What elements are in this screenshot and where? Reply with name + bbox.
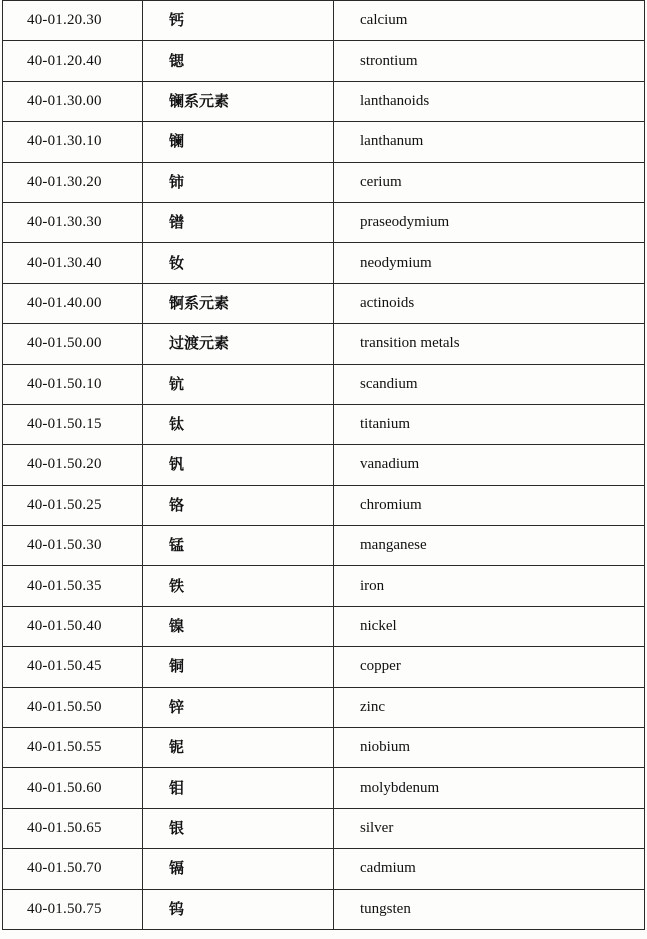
term-english: tungsten	[334, 889, 645, 929]
term-chinese: 镧	[143, 122, 334, 162]
term-code: 40-01.40.00	[3, 283, 143, 323]
term-english: actinoids	[334, 283, 645, 323]
term-chinese: 钙	[143, 1, 334, 41]
term-english: iron	[334, 566, 645, 606]
term-code: 40-01.50.35	[3, 566, 143, 606]
table-row	[3, 445, 645, 485]
term-code: 40-01.50.00	[3, 324, 143, 364]
term-english: neodymium	[334, 243, 645, 283]
table-row	[3, 1, 645, 41]
term-chinese: 钼	[143, 768, 334, 808]
term-code: 40-01.50.30	[3, 526, 143, 566]
table-row	[3, 364, 645, 404]
term-english: scandium	[334, 364, 645, 404]
term-chinese: 铌	[143, 728, 334, 768]
table-row	[3, 41, 645, 81]
term-english: nickel	[334, 606, 645, 646]
term-code: 40-01.50.45	[3, 647, 143, 687]
term-code: 40-01.20.30	[3, 1, 143, 41]
term-chinese: 锌	[143, 687, 334, 727]
term-chinese: 钪	[143, 364, 334, 404]
table-row	[3, 243, 645, 283]
table-row	[3, 162, 645, 202]
term-code: 40-01.50.25	[3, 485, 143, 525]
term-code: 40-01.50.65	[3, 808, 143, 848]
term-chinese: 铬	[143, 485, 334, 525]
table-row	[3, 324, 645, 364]
table-row	[3, 566, 645, 606]
term-chinese: 铁	[143, 566, 334, 606]
term-chinese: 镧系元素	[143, 81, 334, 121]
term-chinese: 镍	[143, 606, 334, 646]
term-chinese: 铜	[143, 647, 334, 687]
term-code: 40-01.50.55	[3, 728, 143, 768]
term-code: 40-01.30.30	[3, 202, 143, 242]
term-code: 40-01.50.50	[3, 687, 143, 727]
term-code: 40-01.50.10	[3, 364, 143, 404]
table-row	[3, 526, 645, 566]
table-row	[3, 849, 645, 889]
table-row	[3, 283, 645, 323]
term-english: cadmium	[334, 849, 645, 889]
table-row	[3, 81, 645, 121]
term-code: 40-01.20.40	[3, 41, 143, 81]
term-english: molybdenum	[334, 768, 645, 808]
term-english: cerium	[334, 162, 645, 202]
term-english: calcium	[334, 1, 645, 41]
term-chinese: 银	[143, 808, 334, 848]
term-chinese: 钒	[143, 445, 334, 485]
term-chinese: 锶	[143, 41, 334, 81]
table-row	[3, 202, 645, 242]
term-english: manganese	[334, 526, 645, 566]
term-chinese: 铈	[143, 162, 334, 202]
term-chinese: 钕	[143, 243, 334, 283]
term-english: transition metals	[334, 324, 645, 364]
term-chinese: 过渡元素	[143, 324, 334, 364]
term-english: silver	[334, 808, 645, 848]
term-code: 40-01.50.70	[3, 849, 143, 889]
term-code: 40-01.50.75	[3, 889, 143, 929]
term-chinese: 钨	[143, 889, 334, 929]
term-english: praseodymium	[334, 202, 645, 242]
table-row	[3, 485, 645, 525]
table-row	[3, 404, 645, 444]
term-code: 40-01.50.15	[3, 404, 143, 444]
terminology-table	[2, 0, 645, 930]
term-english: vanadium	[334, 445, 645, 485]
term-chinese: 锰	[143, 526, 334, 566]
table-row	[3, 808, 645, 848]
term-code: 40-01.50.20	[3, 445, 143, 485]
term-english: chromium	[334, 485, 645, 525]
term-chinese: 钛	[143, 404, 334, 444]
terminology-table-body	[3, 1, 645, 930]
term-english: titanium	[334, 404, 645, 444]
term-english: zinc	[334, 687, 645, 727]
term-code: 40-01.30.00	[3, 81, 143, 121]
table-row	[3, 889, 645, 929]
term-code: 40-01.30.40	[3, 243, 143, 283]
term-chinese: 镨	[143, 202, 334, 242]
term-code: 40-01.30.10	[3, 122, 143, 162]
term-english: strontium	[334, 41, 645, 81]
term-code: 40-01.30.20	[3, 162, 143, 202]
term-code: 40-01.50.40	[3, 606, 143, 646]
term-chinese: 镉	[143, 849, 334, 889]
table-row	[3, 606, 645, 646]
table-row	[3, 647, 645, 687]
term-english: niobium	[334, 728, 645, 768]
term-code: 40-01.50.60	[3, 768, 143, 808]
table-row	[3, 728, 645, 768]
term-english: lanthanum	[334, 122, 645, 162]
term-english: lanthanoids	[334, 81, 645, 121]
term-chinese: 锕系元素	[143, 283, 334, 323]
table-row	[3, 768, 645, 808]
table-row	[3, 122, 645, 162]
table-row	[3, 687, 645, 727]
term-english: copper	[334, 647, 645, 687]
